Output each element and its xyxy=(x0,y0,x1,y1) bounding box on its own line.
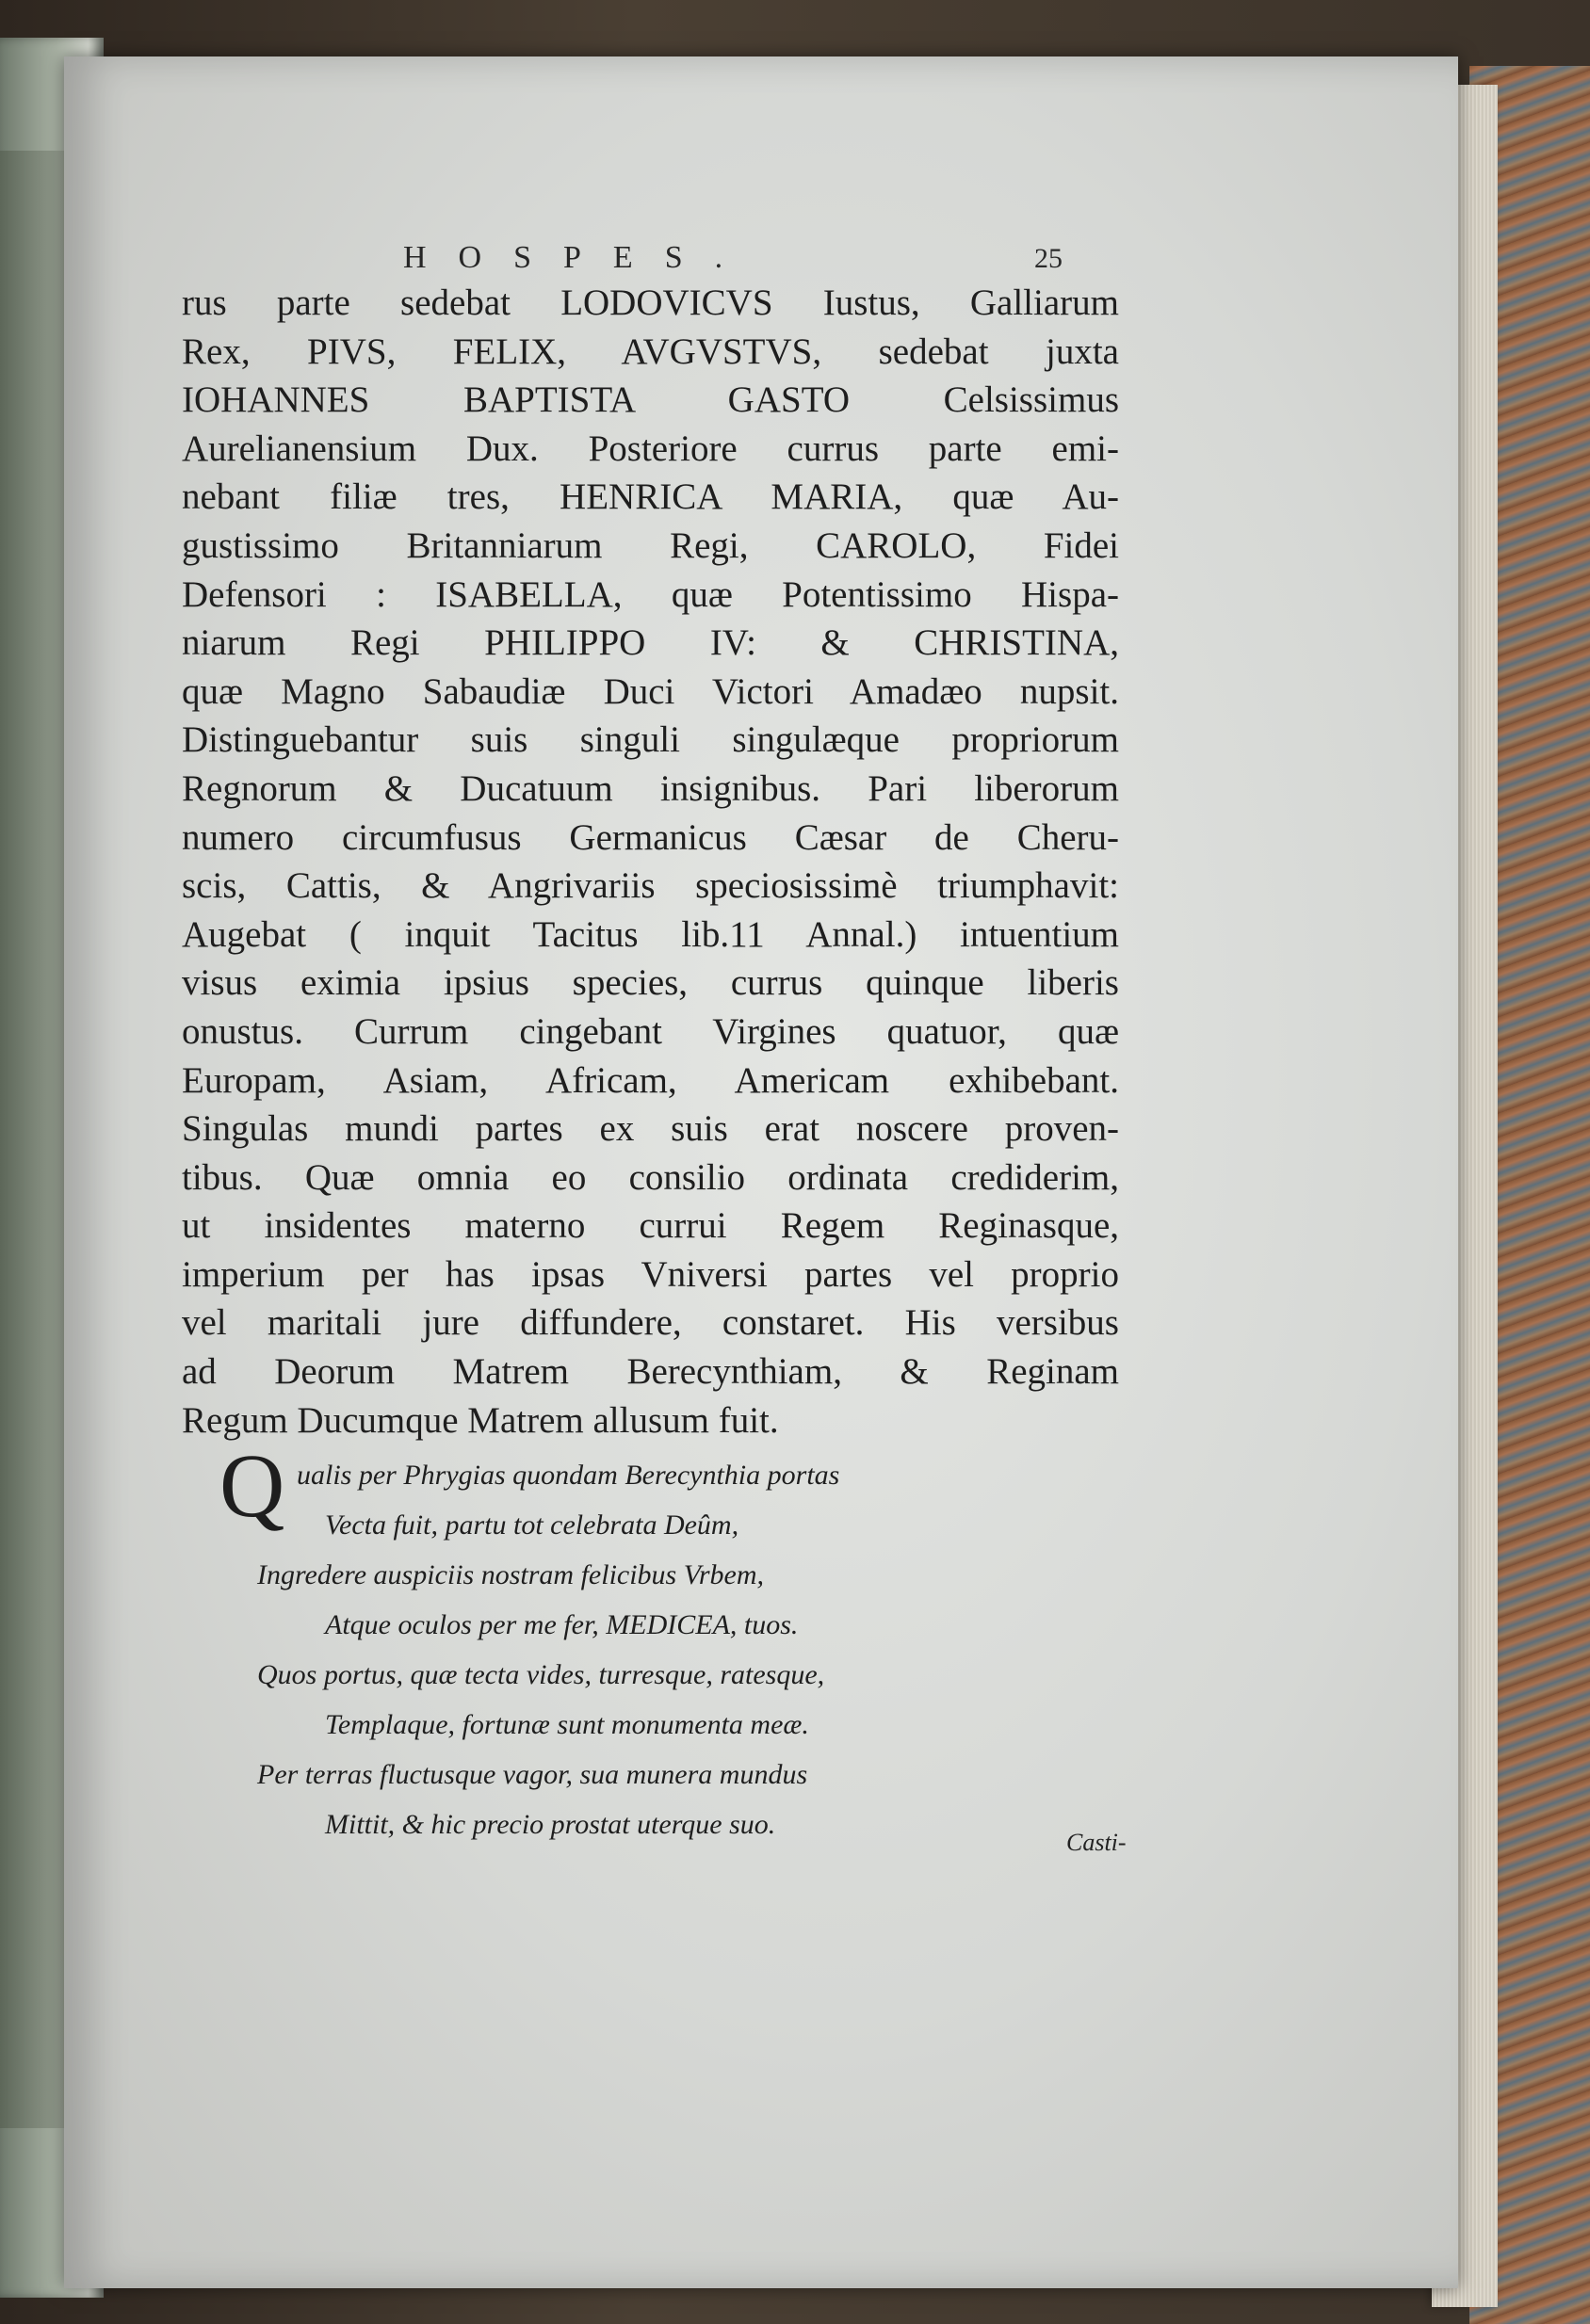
text-line: tibus. Quæ omnia eo consilio ordinata crediderim, xyxy=(182,1156,1119,1198)
text-line: onustus. Currum cingebant Virgines quatuor, quæ xyxy=(182,1010,1119,1052)
text-line: numero circumfusus Germanicus Cæsar de Cheru- xyxy=(182,816,1119,858)
text-line: Augebat ( inquit Tacitus lib.11 Annal.) intuentium xyxy=(182,913,1119,955)
verse-line: Vecta fuit, partu tot celebrata Deûm, xyxy=(325,1509,739,1541)
verse-block xyxy=(219,1435,1030,1849)
verse-line: ualis per Phrygias quondam Berecynthia portas xyxy=(297,1460,840,1491)
verse-line: Quos portus, quæ tecta vides, turresque, ratesque, xyxy=(257,1659,825,1690)
text-line: Regum Ducumque Matrem allusum fuit. xyxy=(182,1399,779,1441)
text-line: Europam, Asiam, Africam, Americam exhibebant. xyxy=(182,1059,1119,1101)
text-line: IOHANNES BAPTISTA GASTO Celsissimus xyxy=(182,379,1119,421)
verse-line: Mittit, & hic precio prostat uterque suo. xyxy=(325,1809,776,1840)
text-line: visus eximia ipsius species, currus quinque liberis xyxy=(182,962,1119,1004)
body-text xyxy=(182,279,1119,1444)
text-line: ut insidentes materno currui Regem Reginasque, xyxy=(182,1205,1119,1247)
verse-line: Templaque, fortunæ sunt monumenta meæ. xyxy=(325,1709,809,1740)
verse-line: Per terras fluctusque vagor, sua munera mundus xyxy=(257,1759,808,1790)
text-line: scis, Cattis, & Angrivariis speciosissimè triumphavit: xyxy=(182,865,1119,907)
text-line: vel maritali jure diffundere, constaret. His versibus xyxy=(182,1302,1119,1344)
text-line: Distinguebantur suis singuli singulæque propriorum xyxy=(182,719,1119,761)
text-line: gustissimo Britanniarum Regi, CAROLO, Fidei xyxy=(182,525,1119,566)
text-line: ad Deorum Matrem Berecynthiam, & Reginam xyxy=(182,1351,1119,1393)
text-line: imperium per has ipsas Vniversi partes vel proprio xyxy=(182,1253,1119,1295)
text-line: rus parte sedebat LODOVICVS Iustus, Galliarum xyxy=(182,282,1119,323)
drop-cap: Q xyxy=(219,1435,285,1536)
catchword: Casti- xyxy=(1066,1829,1127,1856)
text-line: Rex, PIVS, FELIX, AVGVSTVS, sedebat juxta xyxy=(182,331,1119,372)
book-page xyxy=(64,56,1458,2288)
page-number: 25 xyxy=(1034,243,1063,274)
text-line: quæ Magno Sabaudiæ Duci Victori Amadæo nupsit. xyxy=(182,670,1119,712)
verse-line: Ingredere auspiciis nostram felicibus Vrbem, xyxy=(257,1559,764,1590)
text-line: nebant filiæ tres, HENRICA MARIA, quæ Au- xyxy=(182,476,1119,518)
text-line: Defensori : ISABELLA, quæ Potentissimo Hispa- xyxy=(182,573,1119,615)
text-line: Aurelianensium Dux. Posteriore currus parte emi- xyxy=(182,428,1119,469)
running-head: HOSPES. xyxy=(403,240,755,275)
text-line: niarum Regi PHILIPPO IV: & CHRISTINA, xyxy=(182,622,1119,664)
text-line: Singulas mundi partes ex suis erat noscere proven- xyxy=(182,1108,1119,1150)
verse-line: Atque oculos per me fer, MEDICEA, tuos. xyxy=(325,1609,799,1640)
text-line: Regnorum & Ducatuum insignibus. Pari liberorum xyxy=(182,767,1119,809)
